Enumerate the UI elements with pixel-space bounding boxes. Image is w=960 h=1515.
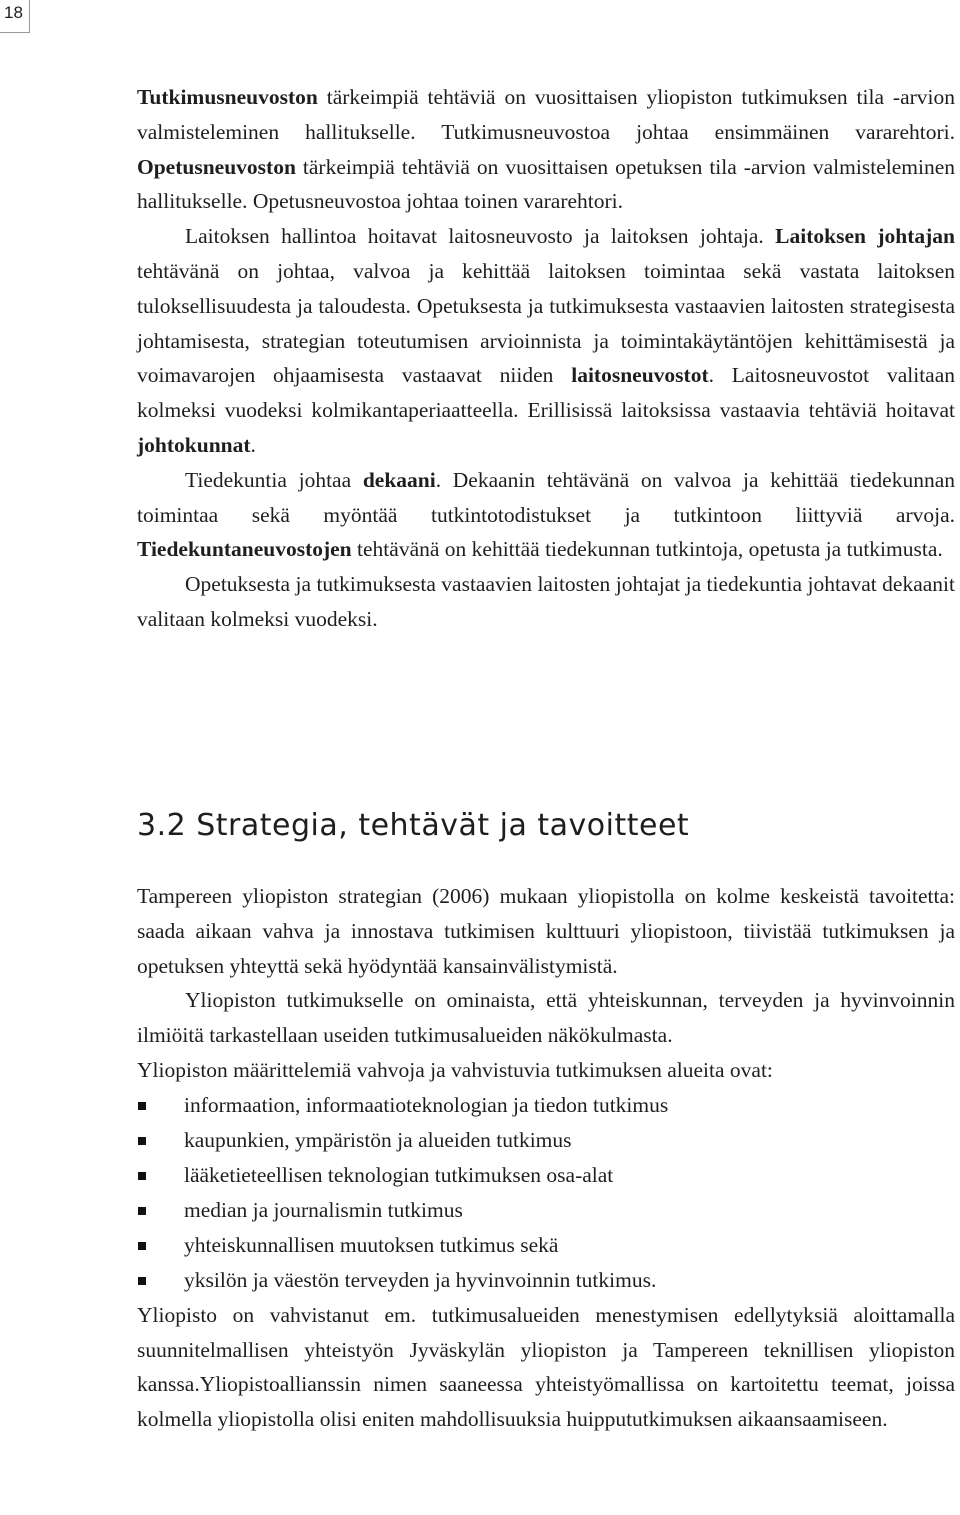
bullet-icon xyxy=(138,1277,146,1285)
paragraph-department-administration xyxy=(137,219,955,463)
term-department-head: Laitoksen johtajan xyxy=(775,224,955,249)
paragraph-faculty xyxy=(137,463,955,567)
list-item xyxy=(137,1228,955,1263)
list-item xyxy=(137,1263,955,1298)
text: Laitoksen hallintoa hoitavat laitosneuvosto ja laitoksen johtaja. xyxy=(185,224,776,249)
term-research-council: Tutkimusneuvoston xyxy=(137,85,318,109)
term-department-councils: laitosneuvostot xyxy=(571,363,709,388)
paragraph-appointment: Opetuksesta ja tutkimuksesta vastaavien laitosten johtajat ja tiedekuntia johtavat dekaanit valitaan kolmeksi vuodeksi. xyxy=(137,572,955,631)
text: tehtävänä on kehittää tiedekunnan tutkintoja, opetusta ja tutkimusta. xyxy=(351,537,943,562)
bullet-icon xyxy=(138,1137,146,1145)
text: . Laitosneuvostot valitaan kolmeksi vuodeksi kolmikantaperiaatteella. Erillisissä laitoksissa vastaavia tehtäviä hoitavat xyxy=(137,363,955,423)
section-heading: 3.2 Strategia, tehtävät ja tavoitteet xyxy=(137,808,690,843)
list-item-text: kaupunkien, ympäristön ja alueiden tutkimus xyxy=(184,1127,572,1152)
section-organization xyxy=(137,80,955,637)
paragraph-alliance: Yliopisto on vahvistanut em. tutkimusalueiden menestymisen edellytyksiä aloittamalla suunnitelmallisen yhteistyön Jyväskylän yliopiston ja Tampereen teknillisen yliopiston kanssa.Yliopistoallianssin nimen saaneessa yhteistyömallissa on kartoitettu teemat, joissa kolmella yliopistolla olisi eniten mahdollisuuksia huippututkimuksen aikaansaamiseen. xyxy=(137,1302,955,1432)
page-number: 18 xyxy=(0,0,30,33)
text: Tiedekuntia johtaa xyxy=(185,467,363,492)
research-areas-list xyxy=(137,1088,955,1298)
text: . Dekaanin tehtävänä on valvoa ja kehittää tiedekunnan toimintaa sekä myöntää tutkintotodistukset ja tutkintoon liittyviä arvoja. xyxy=(137,467,955,527)
bullet-icon xyxy=(138,1207,146,1215)
text: . xyxy=(250,432,256,457)
paragraph-research-council xyxy=(137,80,955,219)
term-teaching-council: Opetusneuvoston xyxy=(137,154,296,179)
text: tärkeimpiä tehtäviä on vuosittaisen yliopiston tutkimuksen tila -arvion valmisteleminen hallitukselle. Tutkimusneuvostoa johtaa ensimmäinen vararehtori. xyxy=(137,85,955,144)
list-item-text: yhteiskunnallisen muutoksen tutkimus sekä xyxy=(184,1232,559,1257)
list-item-text: median ja journalismin tutkimus xyxy=(184,1197,463,1222)
paragraph-strategy-goals: Tampereen yliopiston strategian (2006) mukaan yliopistolla on kolme keskeistä tavoitetta: saada aikaan vahva ja innostava tutkimisen kulttuuri yliopistoon, tiivistää tutkimuksen ja opetuksen yhteyttä sekä hyödyntää kansainvälistymistä. xyxy=(137,884,955,978)
list-item-text: informaation, informaatioteknologian ja tiedon tutkimus xyxy=(184,1092,669,1117)
term-dean: dekaani xyxy=(362,467,436,492)
list-item xyxy=(137,1123,955,1158)
paragraph-research-character: Yliopiston tutkimukselle on ominaista, että yhteiskunnan, terveyden ja hyvinvoinnin ilmiöitä tarkastellaan useiden tutkimusalueiden näkökulmasta. xyxy=(137,988,955,1048)
bullet-icon xyxy=(138,1242,146,1250)
list-item xyxy=(137,1193,955,1228)
text: tehtävänä on johtaa, valvoa ja kehittää laitoksen toimintaa sekä vastata laitoksen tuloksellisuudesta ja taloudesta. Opetuksesta ja tutkimuksesta vastaavien laitosten strategisesta johtamisesta, strategian toteutumisen arvioinnista ja toimintakäytäntöjen kehittämisestä ja voimavarojen ohjaamisesta vastaavat niiden xyxy=(137,258,955,388)
list-item xyxy=(137,1158,955,1193)
list-item xyxy=(137,1088,955,1123)
bullet-icon xyxy=(138,1172,146,1180)
term-boards: johtokunnat xyxy=(137,432,251,457)
term-faculty-councils: Tiedekuntaneuvostojen xyxy=(137,537,352,562)
section-strategy xyxy=(137,879,955,1437)
paragraph-research-areas-intro: Yliopiston määrittelemiä vahvoja ja vahvistuvia tutkimuksen alueita ovat: xyxy=(137,1057,773,1082)
text: tärkeimpiä tehtäviä on vuosittaisen opetuksen tila -arvion valmisteleminen hallitukselle. Opetusneuvostoa johtaa toinen vararehtori. xyxy=(137,154,955,214)
list-item-text: lääketieteellisen teknologian tutkimuksen osa-alat xyxy=(184,1162,614,1187)
bullet-icon xyxy=(138,1102,146,1110)
list-item-text: yksilön ja väestön terveyden ja hyvinvoinnin tutkimus. xyxy=(184,1267,657,1292)
